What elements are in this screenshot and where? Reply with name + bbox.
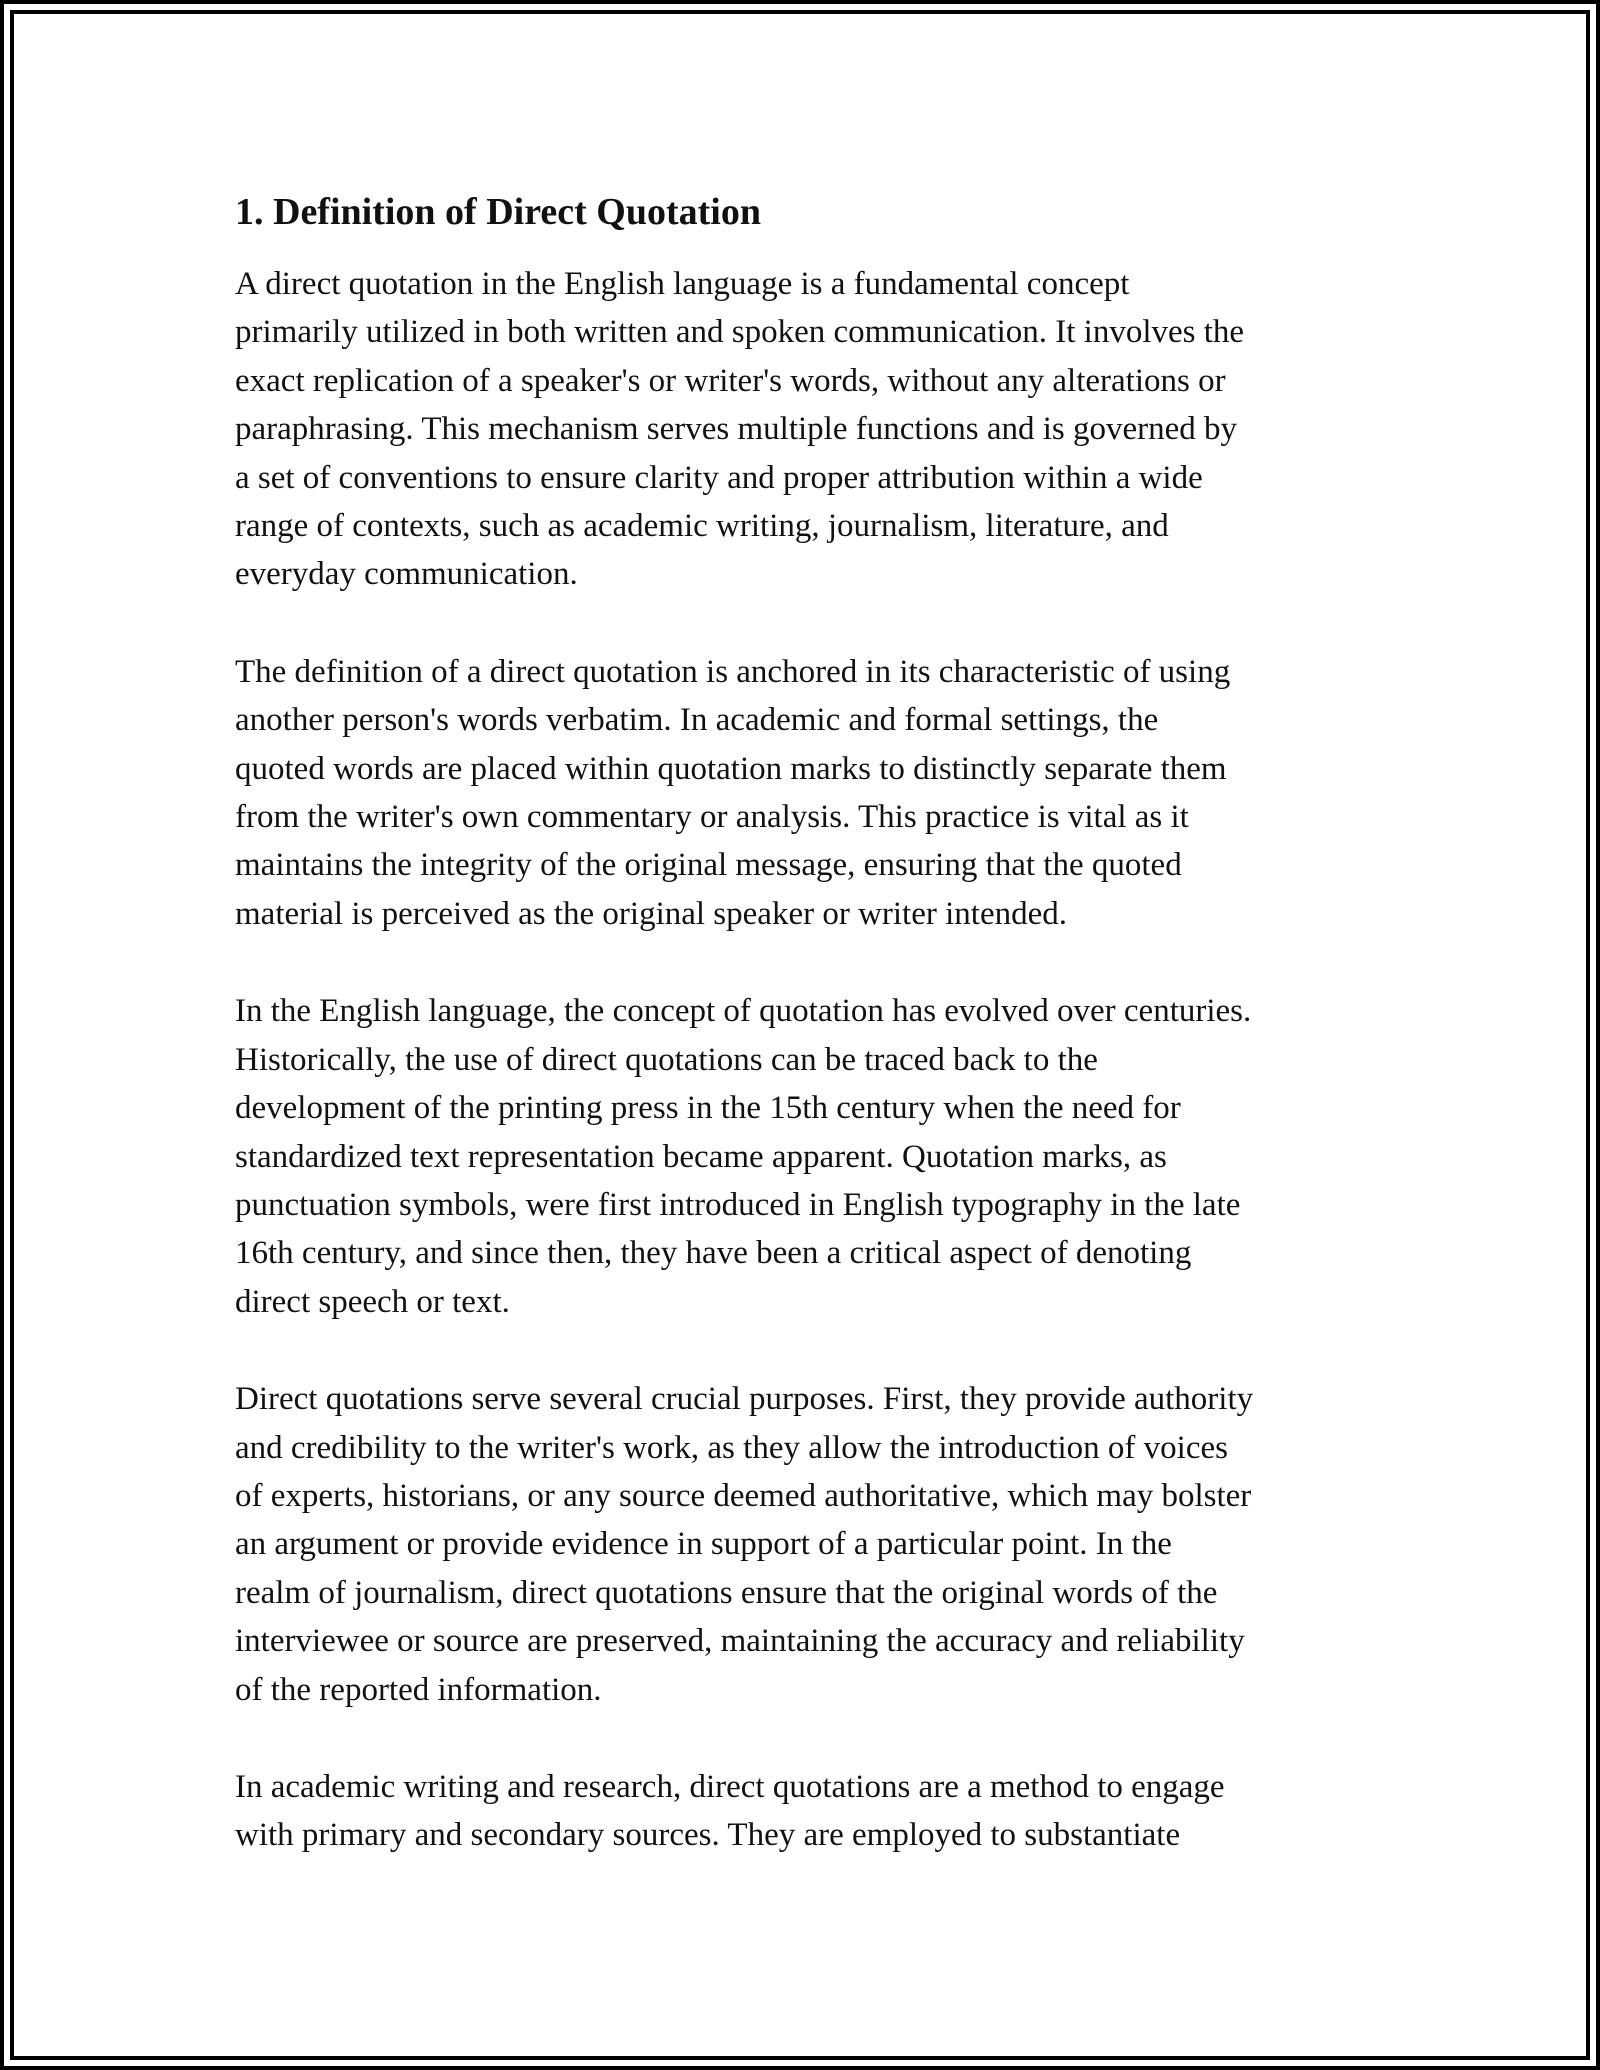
paragraph-line: exact replication of a speaker's or writer's words, without any alterations or bbox=[235, 362, 1226, 399]
body-paragraph bbox=[235, 648, 1395, 938]
paragraph-line: punctuation symbols, were first introduced in English typography in the late bbox=[235, 1186, 1241, 1223]
paragraph-line: Historically, the use of direct quotations can be traced back to the bbox=[235, 1041, 1098, 1078]
paragraph-line: of experts, historians, or any source deemed authoritative, which may bolster bbox=[235, 1477, 1252, 1514]
paragraph-line: maintains the integrity of the original message, ensuring that the quoted bbox=[235, 847, 1182, 884]
paragraph-line: a set of conventions to ensure clarity and proper attribution within a wide bbox=[235, 459, 1203, 496]
paragraph-line: The definition of a direct quotation is anchored in its characteristic of using bbox=[235, 653, 1231, 690]
paragraph-line: paraphrasing. This mechanism serves multiple functions and is governed by bbox=[235, 411, 1238, 448]
paragraph-line: A direct quotation in the English language is a fundamental concept bbox=[235, 266, 1130, 302]
paragraph-line: material is perceived as the original speaker or writer intended. bbox=[235, 895, 1067, 932]
paragraph-line: standardized text representation became apparent. Quotation marks, as bbox=[235, 1138, 1167, 1175]
section-heading: 1. Definition of Direct Quotation bbox=[235, 191, 761, 233]
paragraph-line: range of contexts, such as academic writing, journalism, literature, and bbox=[235, 508, 1169, 545]
document-body bbox=[235, 260, 1395, 1860]
paragraph-line: primarily utilized in both written and spoken communication. It involves the bbox=[235, 314, 1245, 351]
body-paragraph bbox=[235, 987, 1395, 1326]
paragraph-line: direct speech or text. bbox=[235, 1283, 510, 1320]
paragraph-line: 16th century, and since then, they have been a critical aspect of denoting bbox=[235, 1235, 1192, 1272]
paragraph-line: everyday communication. bbox=[235, 556, 578, 593]
paragraph-line: an argument or provide evidence in support of a particular point. In the bbox=[235, 1526, 1172, 1563]
paragraph-line: In the English language, the concept of quotation has evolved over centuries. bbox=[235, 993, 1252, 1030]
paragraph-line: realm of journalism, direct quotations ensure that the original words of the bbox=[235, 1574, 1218, 1611]
paragraph-line: interviewee or source are preserved, maintaining the accuracy and reliability bbox=[235, 1623, 1245, 1660]
paragraph-line: with primary and secondary sources. They are employed to substantiate bbox=[235, 1817, 1181, 1854]
paragraph-line: development of the printing press in the 15th century when the need for bbox=[235, 1090, 1181, 1127]
body-paragraph bbox=[235, 1763, 1395, 1860]
paragraph-line: In academic writing and research, direct quotations are a method to engage bbox=[235, 1768, 1225, 1805]
paragraph-line: quoted words are placed within quotation marks to distinctly separate them bbox=[235, 750, 1227, 787]
paragraph-line: of the reported information. bbox=[235, 1671, 602, 1708]
paragraph-line: from the writer's own commentary or analysis. This practice is vital as it bbox=[235, 799, 1189, 836]
paragraph-line: another person's words verbatim. In academic and formal settings, the bbox=[235, 702, 1159, 739]
body-paragraph bbox=[235, 1375, 1395, 1714]
paragraph-line: and credibility to the writer's work, as they allow the introduction of voices bbox=[235, 1429, 1228, 1466]
body-paragraph bbox=[235, 260, 1395, 599]
document-page bbox=[235, 184, 1395, 1860]
paragraph-line: Direct quotations serve several crucial purposes. First, they provide authority bbox=[235, 1381, 1254, 1418]
